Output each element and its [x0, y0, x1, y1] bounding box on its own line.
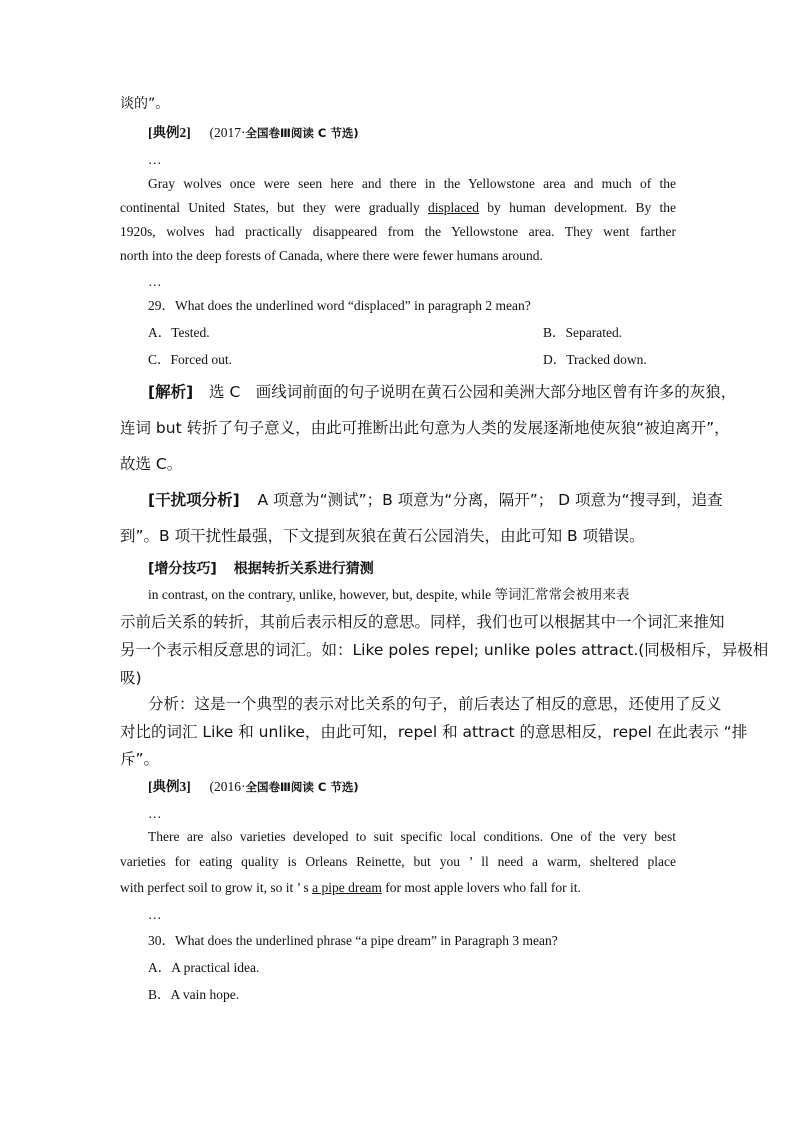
- ellipsis: …: [148, 274, 162, 289]
- option-b: B．Separated.: [543, 325, 623, 340]
- example-3-tag: [典例3]: [148, 779, 191, 794]
- analysis-text: 选 C 画线词前面的句子说明在黄石公园和美洲大部分地区曾有许多的灰狼，: [209, 383, 737, 401]
- option-c: C．Forced out.: [148, 352, 232, 367]
- option-d: D．Tracked down.: [543, 352, 647, 367]
- analysis-line: 故选 C。: [120, 455, 183, 473]
- distractor-tag: [干扰项分析]: [148, 491, 240, 509]
- example-3-source: 全国卷Ⅲ阅读 C 节选): [245, 780, 359, 794]
- tip-tag: [增分技巧]: [148, 561, 217, 577]
- distractor-analysis-line: [148, 490, 723, 510]
- passage-2-line: varieties for eating quality is Orleans Reinette, but you ’ ll need a warm, sheltered place: [120, 854, 676, 869]
- option-a: A．A practical idea.: [148, 960, 260, 975]
- example-2-year: (2017·: [209, 125, 246, 140]
- option-a: A．Tested.: [148, 325, 210, 340]
- passage-1-line: Gray wolves once were seen here and there in the Yellowstone area and much of the: [148, 176, 676, 191]
- tip-line: [148, 587, 676, 603]
- tip-header: [148, 561, 676, 577]
- text-span: with perfect soil to grow it, so it ’ s: [120, 880, 313, 895]
- distractor-analysis-line: 到”。B 项干扰性最强，下文提到灰狼在黄石公园消失，由此可知 B 项错误。: [120, 527, 645, 545]
- continued-text: 谈的”。: [120, 96, 170, 112]
- tip-line: 示前后关系的转折，其前后表示相反的意思。同样，我们也可以根据其中一个词汇来推知: [120, 613, 725, 631]
- question-29-options-row-2: [148, 352, 676, 368]
- analysis-tag: [解析]: [148, 383, 194, 401]
- passage-2-line: There are also varieties developed to suit specific local conditions. One of the very best: [148, 829, 676, 844]
- ellipsis: …: [148, 806, 162, 821]
- question-29-options-row-1: [148, 325, 676, 341]
- option-b: B．A vain hope.: [148, 987, 240, 1002]
- analysis-2-line: 斥”。: [120, 750, 160, 768]
- example-3-year: (2016·: [209, 779, 246, 794]
- tip-line: 另一个表示相反意思的词汇。如：Like poles repel; unlike poles attract.(同极相斥，异极相: [120, 641, 769, 659]
- analysis-2-line: 对比的词汇 Like 和 unlike，由此可知，repel 和 attract 的意思相反，repel 在此表示 “排: [120, 723, 748, 741]
- tip-text: in contrast, on the contrary, unlike, however, but, despite, while 等词汇常常会被用来表: [148, 587, 630, 602]
- ellipsis: …: [148, 152, 162, 167]
- tip-title: 根据转折关系进行猜测: [233, 561, 374, 577]
- distractor-text: A 项意为“测试”；B 项意为“分离，隔开”； D 项意为“搜寻到，追查: [257, 491, 723, 509]
- passage-1-line: [120, 200, 676, 216]
- analysis-line: [148, 382, 737, 402]
- passage-2-line: [120, 880, 676, 896]
- example-3-header: [148, 779, 676, 795]
- underlined-word: displaced: [428, 200, 479, 215]
- tip-line: 吸): [120, 669, 142, 687]
- passage-1-line: 1920s, wolves had practically disappeared from the Yellowstone area. They went farther: [120, 224, 676, 239]
- text-span: by human development. By the: [479, 200, 676, 215]
- text-span: for most apple lovers who fall for it.: [381, 880, 581, 895]
- underlined-phrase: a pipe dream: [312, 880, 382, 895]
- question-29: 29．What does the underlined word “displaced” in paragraph 2 mean?: [148, 298, 531, 313]
- question-30: 30．What does the underlined phrase “a pipe dream” in Paragraph 3 mean?: [148, 933, 558, 948]
- example-2-source: 全国卷Ⅲ阅读 C 节选): [245, 126, 359, 140]
- text-span: continental United States, but they were gradually: [120, 200, 429, 215]
- example-2-tag: [典例2]: [148, 125, 191, 140]
- analysis-2-line: 分析：这是一个典型的表示对比关系的句子，前后表达了相反的意思，还使用了反义: [148, 695, 722, 713]
- analysis-line: 连词 but 转折了句子意义，由此可推断出此句意为人类的发展逐渐地使灰狼“被迫离开”，: [120, 419, 730, 437]
- example-2-header: [148, 125, 676, 141]
- passage-1-line: north into the deep forests of Canada, where there were fewer humans around.: [120, 248, 543, 263]
- ellipsis: …: [148, 907, 162, 922]
